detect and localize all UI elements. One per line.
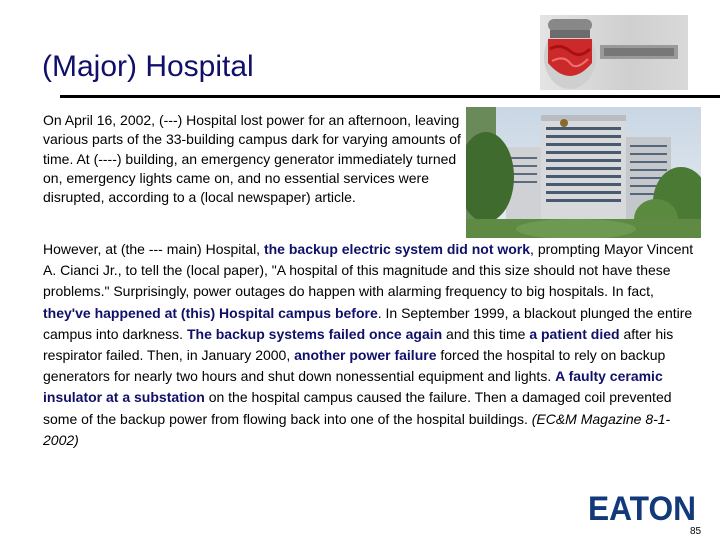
paragraph-segment-italic: (EC&M Magazine 8-1-2002) [43, 410, 671, 448]
paragraph-segment-normal: on the hospital campus caused the failure. Then a damaged coil prevented some of the backup power from flowing back into one of the hospital buildings. [43, 389, 672, 427]
hospital-crest-logo [540, 15, 688, 90]
details-paragraph [43, 239, 703, 451]
paragraph-segment-normal: , prompting Mayor Vincent A. Cianci Jr., to tell the (local paper), "A hospital of this magnitude and this size should not have these problems." Surprisingly, power outages do happen with alarming frequency to big hospitals. In fact, [43, 241, 694, 300]
hospital-building-photo [466, 107, 701, 238]
paragraph-segment-bold: another power failure [294, 347, 437, 364]
intro-paragraph: On April 16, 2002, (---) Hospital lost power for an afternoon, leaving various parts of the 33-building campus dark for varying amounts of time. At (----) building, an emergency generator immediately turned on, emergency lights came on, and no essential services were disrupted, according to a (local newspaper) article. [43, 112, 461, 206]
paragraph-segment-bold: The backup systems failed once again [186, 325, 443, 342]
title-underline [60, 95, 720, 98]
paragraph-segment-normal: However, at (the --- main) Hospital, [43, 241, 264, 257]
paragraph-segment-bold: the backup electric system did not work [263, 241, 531, 257]
eaton-logo [588, 492, 696, 522]
paragraph-segment-bold: A faulty ceramic insulator at a substation [43, 368, 663, 406]
page-number: 85 [690, 526, 702, 537]
paragraph-segment-bold: they've happened at (this) Hospital campus before [43, 304, 378, 321]
paragraph-segment-normal: . In September 1999, a blackout plunged the entire campus into darkness. [43, 304, 693, 342]
eaton-wordmark: EATON [588, 492, 696, 522]
paragraph-segment-bold: a patient died [529, 325, 620, 342]
slide-title: (Major) Hospital [42, 50, 254, 83]
paragraph-segment-normal: after his respirator failed. Then, in January 2000, [43, 325, 674, 364]
paragraph-segment-normal: forced the hospital to rely on backup generators for nearly two hours and shut down nonessential equipment and lights. [43, 347, 666, 385]
paragraph-segment-normal: and this time [442, 325, 530, 342]
